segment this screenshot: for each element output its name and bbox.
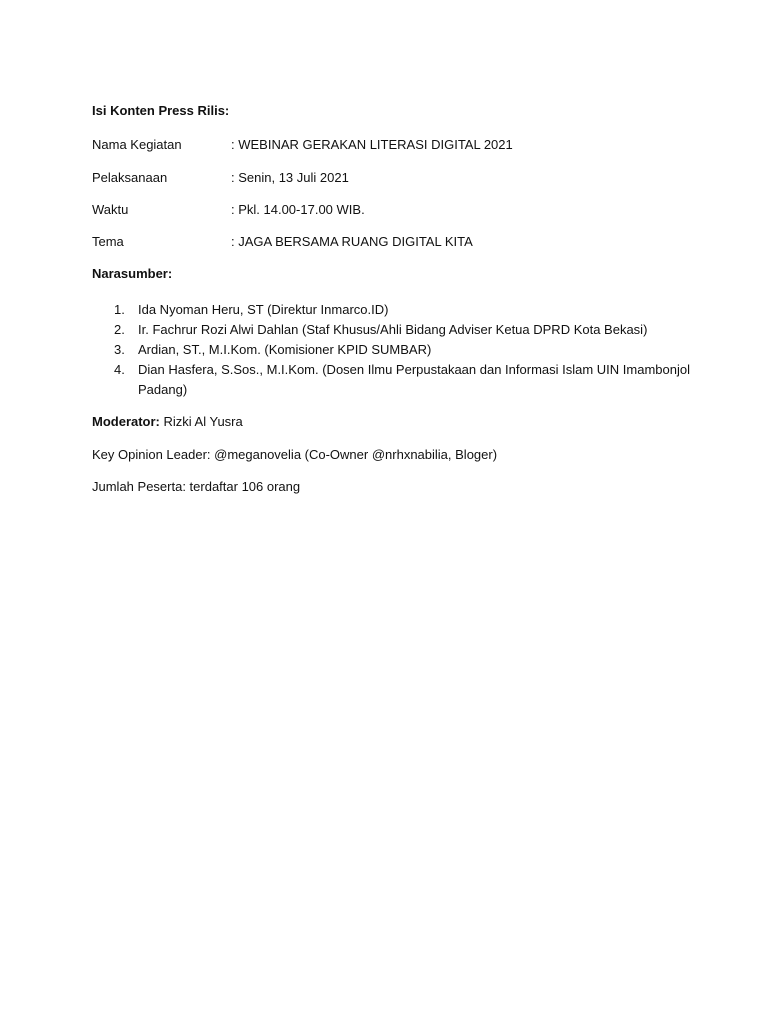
list-item [114,340,714,360]
field-label: Waktu [92,202,129,217]
speakers-title: Narasumber: [92,266,173,281]
speaker-text: Ida Nyoman Heru, ST (Direktur Inmarco.ID) [138,302,389,317]
moderator-label: Moderator: [92,414,160,429]
field-label: Pelaksanaan [92,170,168,185]
list-item [114,320,714,340]
field-value: : Senin, 13 Juli 2021 [231,170,349,185]
document-heading: Isi Konten Press Rilis: [92,103,230,118]
field-label: Tema [92,234,124,249]
field-value: : Pkl. 14.00-17.00 WIB. [231,202,365,217]
list-number: 4. [114,362,125,377]
participants-line: Jumlah Peserta: terdaftar 106 orang [92,479,301,494]
moderator-line [92,414,243,429]
list-item [114,360,714,400]
speaker-text: Dian Hasfera, S.Sos., M.I.Kom. (Dosen Ilmu Perpustakaan dan Informasi Islam UIN Imambonjol Padang) [138,362,690,397]
field-value: : WEBINAR GERAKAN LITERASI DIGITAL 2021 [231,137,513,152]
list-number: 3. [114,342,125,357]
list-number: 2. [114,322,125,337]
field-value: : JAGA BERSAMA RUANG DIGITAL KITA [231,234,473,249]
field-label: Nama Kegiatan [92,137,182,152]
kol-line: Key Opinion Leader: @meganovelia (Co-Owner @nrhxnabilia, Bloger) [92,447,498,462]
speaker-text: Ardian, ST., M.I.Kom. (Komisioner KPID SUMBAR) [138,342,432,357]
moderator-value: Rizki Al Yusra [159,414,243,429]
speakers-list [114,300,714,400]
list-item [114,300,714,320]
speaker-text: Ir. Fachrur Rozi Alwi Dahlan (Staf Khusus/Ahli Bidang Adviser Ketua DPRD Kota Bekasi) [138,322,648,337]
list-number: 1. [114,302,125,317]
